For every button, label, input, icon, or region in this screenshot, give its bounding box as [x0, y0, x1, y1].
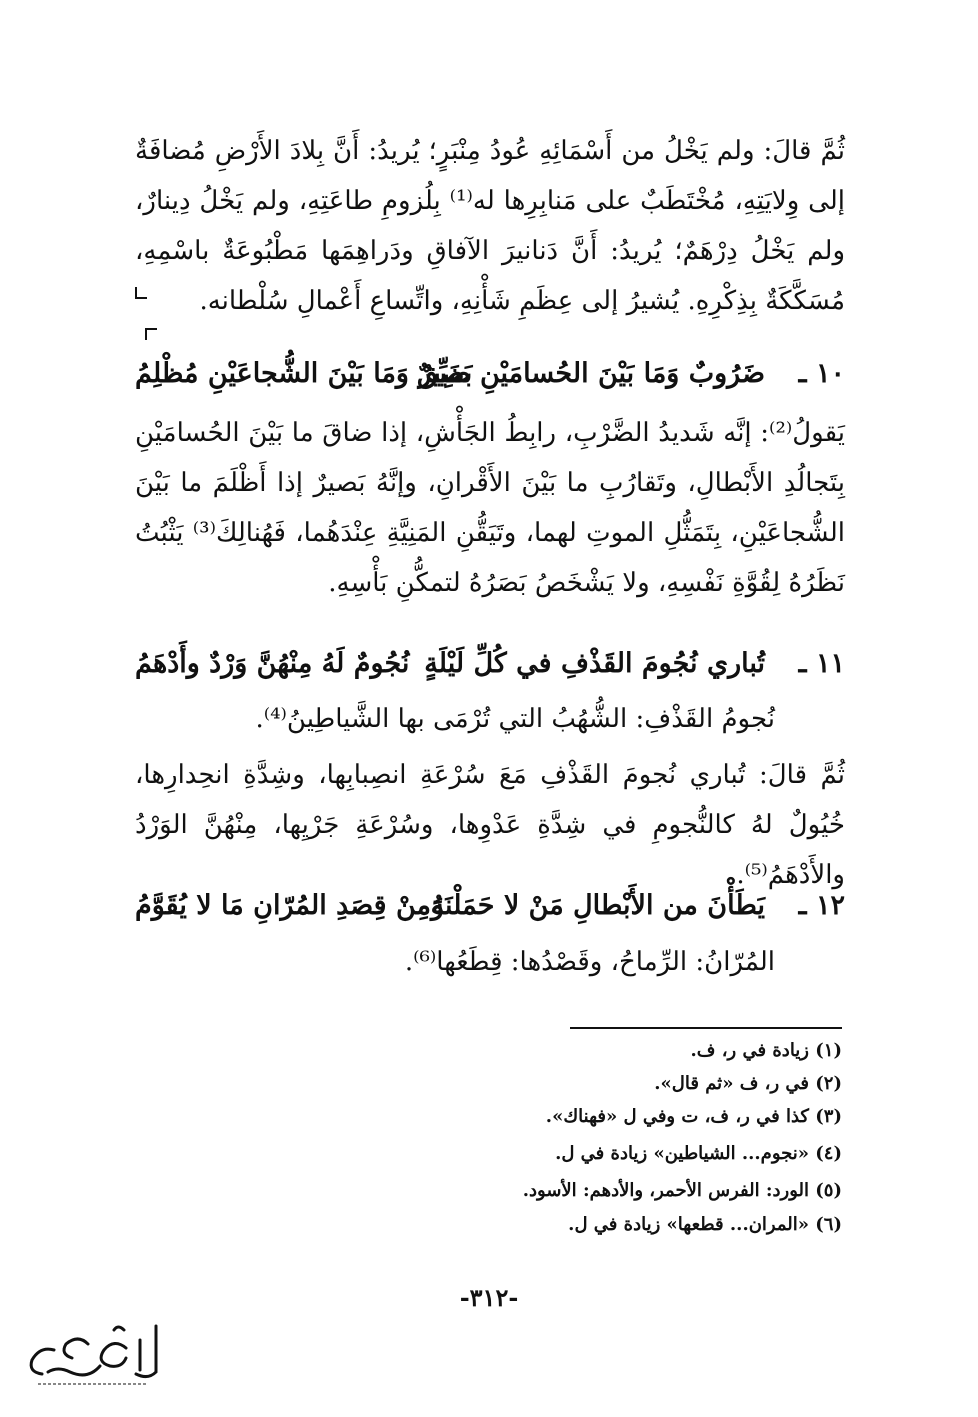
verse-12: [135, 882, 845, 932]
verse-number: ١٠ ـ: [798, 358, 845, 389]
verse-number: ١٢ ـ: [798, 890, 845, 921]
verse-first-hemistich: ضَرُوبٌ وَمَا بَيْنَ الحُسامَيْنِ ضَيِّقٌ: [416, 358, 765, 389]
paragraph-gloss-12: [200, 937, 845, 987]
verse-second-hemistich: نُجُومٌ لَهُ مِنْهُنَّ وَرْدٌ وأَدْهَمُ: [135, 648, 410, 679]
verse-10: [135, 350, 845, 400]
section-start-mark: [145, 328, 157, 340]
section-end-mark: [135, 287, 147, 299]
page-number: -٣١٢-: [459, 1283, 519, 1312]
calligraphy-logo-icon: [18, 1320, 168, 1395]
footnote-3: (٣) كذا في ر، ف، ت وفي ل «فهناك».: [545, 1106, 842, 1127]
footnote-4: (٤) «نجوم... الشياطين» زيادة في ل.: [555, 1143, 842, 1164]
footnote-2: (٢) في ر، ف «ثم قال».: [654, 1073, 842, 1094]
footnote-6: (٦) «المران... قطعها» زيادة في ل.: [568, 1214, 842, 1235]
footnote-1: (١) زيادة في ر، ف.: [690, 1040, 842, 1061]
gloss-text: المُرّانُ: الرِّماحُ، وقَصْدُها: قِطَعُها⁽⁶⁾.: [404, 947, 775, 977]
verse-11: [135, 640, 845, 690]
calligraphy-logo: [18, 1320, 168, 1395]
paragraph-commentary-3: ثُمَّ قالَ: تُباري نُجومَ القَذْفِ مَعَ سُرْعَةِ انصِبابِها، وشِدَّةِ انحِدارِها، خُيُولٌ لهُ كالنُّجومِ في شِدَّةِ عَدْوِها، وسُرْعَةِ جَرْيِها، مِنْهُنَّ الوَرْدُ والأَدْهَمُ⁽⁵⁾.: [135, 760, 845, 890]
verse-first-hemistich: تُباري نُجُومَ القَذْفِ في كُلِّ لَيْلَةٍ: [424, 648, 765, 679]
gloss-text: نُجومُ القَذْفِ: الشُّهُبُ التي تُرْمَى بها الشَّياطِينُ⁽⁴⁾.: [255, 704, 775, 734]
paragraph-gloss-11: [200, 694, 845, 744]
verse-second-hemistich: بَصِيرٌ وَمَا بَيْنَ الشُّجاعَيْنِ مُظْلِمُ: [135, 358, 473, 389]
footnote-separator: [570, 1027, 842, 1029]
verse-second-hemistich: وَمِنْ قِصَدِ المُرّانِ مَا لا يُقَوَّمُ: [135, 890, 445, 921]
verse-first-hemistich: يَطَأْنَ من الأَبْطالِ مَنْ لا حَمَلْنَهُ: [430, 890, 765, 921]
footnote-5: (٥) الورد: الفرس الأحمر، والأدهم: الأسود.: [522, 1180, 842, 1201]
paragraph-commentary-2: يَقولُ⁽²⁾: إنَّه شَديدُ الضَّرْبِ، رابِطُ الجَأْشِ، إذا ضاقَ ما بَيْنَ الحُسامَيْنِ بِتَجالُدِ الأَبْطالِ، وتَقارُبِ ما بَيْنَ الأَقْرانِ، وإنَّهُ بَصيرٌ إذا أَظْلَمَ ما بَيْنَ الشُّجاعَيْنِ، بِتَمَثُّلِ الموتِ لهما، وتَيَقُّنِ المَنِيَّةِ عِنْدَهُما، فَهُنالِكَ⁽³⁾ يَثْبُتُ نَظَرُهُ لِقُوَّةِ نَفْسِهِ، ولا يَشْخَصُ بَصَرُهُ لتمكُّنِ بَأْسِهِ.: [135, 418, 846, 598]
paragraph-commentary-1: ثُمَّ قالَ: ولم يَخْلُ من أَسْمَائِهِ عُودُ مِنْبَرٍ؛ يُريدُ: أَنَّ بِلادَ الأَرْضِ مُضافَةٌ إلى وِلايَتِهِ، مُخْتَطَبٌ على مَنابِرِها له⁽¹⁾ بِلُزومِ طاعَتِهِ، ولم يَخْلُ دِينارٌ، ولم يَخْلُ دِرْهَمٌ؛ يُريدُ: أَنَّ دَنانيرَ الآفاقِ ودَراهِمَها مَطْبُوعَةٌ باسْمِهِ، مُسَكَّكَةٌ بِذِكْرِهِ. يُشيرُ إلى عِظَمِ شَأْنِهِ، واتِّساعِ أَعْمالِ سُلْطانه.: [135, 136, 845, 316]
verse-number: ١١ ـ: [798, 648, 845, 679]
